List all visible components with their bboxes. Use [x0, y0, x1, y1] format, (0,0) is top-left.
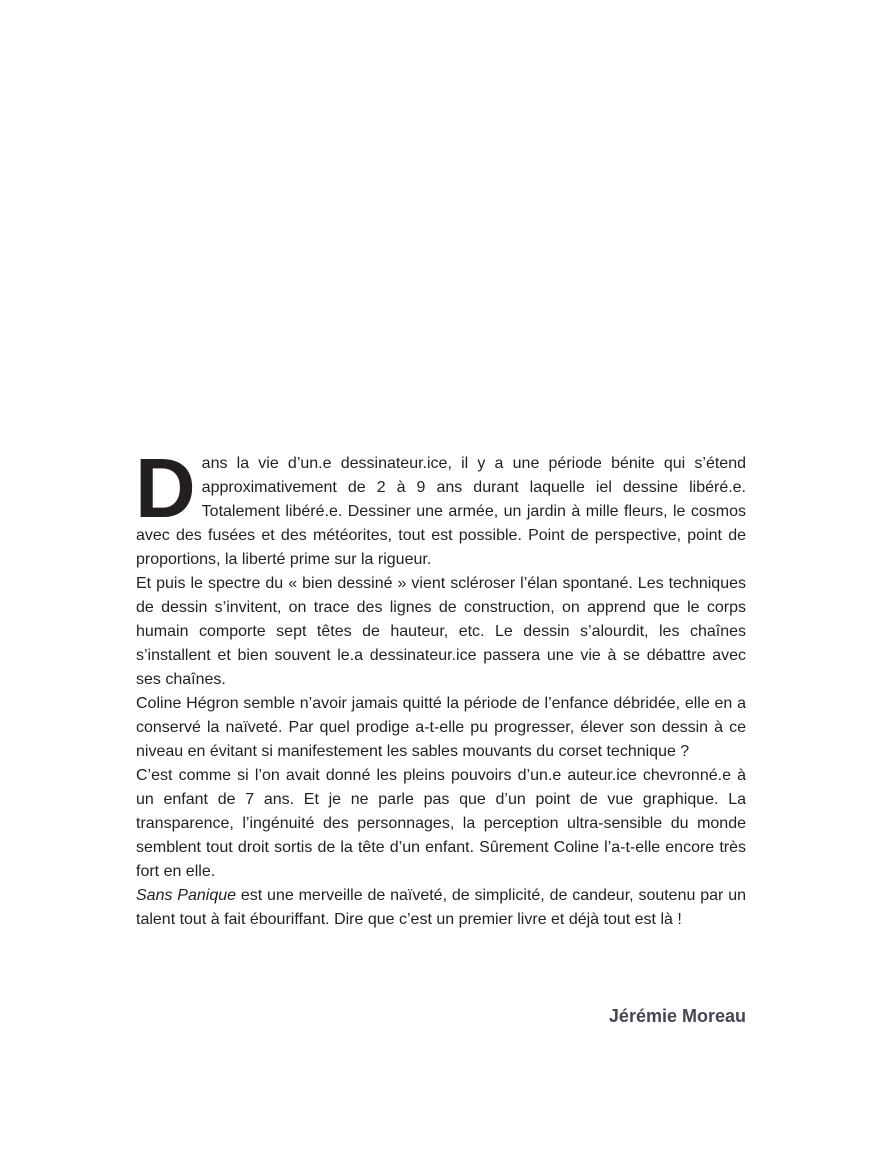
paragraph-5 [136, 884, 746, 932]
paragraph-1 [135, 441, 746, 572]
paragraph-5-text: est une merveille de naïveté, de simplicité, de candeur, soutenu par un talent tout à fait ébouriffant. Dire que c’est un premier livre et déjà tout est là ! [136, 887, 746, 928]
drop-cap: D [135, 441, 196, 535]
paragraph-1-text: ans la vie d’un.e dessinateur.ice, il y a une période bénite qui s’étend approximativement de 2 à 9 ans durant laquelle iel dessine libéré.e. Totalement libéré.e. Dessiner une armée, un jardin à mille fleurs, le cosmos avec des fusées et des météorites, tout est possible. Point de perspective, point de proportions, la liberté prime sur la rigueur. [136, 455, 746, 568]
book-title: Sans Panique [136, 887, 237, 904]
paragraph-4: C’est comme si l’on avait donné les pleins pouvoirs d’un.e auteur.ice chevronné.e à un enfant de 7 ans. Et je ne parle pas que d’un point de vue graphique. La transparence, l’ingénuité des personnages, la perception ultra-sensible du monde semblent tout droit sortis de la tête d’un enfant. Sûrement Coline l’a-t-elle encore très fort en elle. [136, 767, 746, 880]
paragraph-3: Coline Hégron semble n’avoir jamais quitté la période de l’enfance débridée, elle en a conservé la naïveté. Par quel prodige a-t-elle pu progresser, élever son dessin à ce niveau en évitant si manifestement les sables mouvants du corset technique ? [136, 695, 746, 760]
preface-text [135, 441, 746, 932]
author-signature: Jérémie Moreau [608, 1006, 746, 1026]
paragraph-2: Et puis le spectre du « bien dessiné » vient scléroser l’élan spontané. Les techniques de dessin s’invitent, on trace des lignes de construction, on apprend que le corps humain comporte sept têtes de hauteur, etc. Le dessin s’alourdit, les chaînes s’installent et bien souvent le.a dessinateur.ice passera une vie à se débattre avec ses chaînes. [136, 575, 746, 688]
